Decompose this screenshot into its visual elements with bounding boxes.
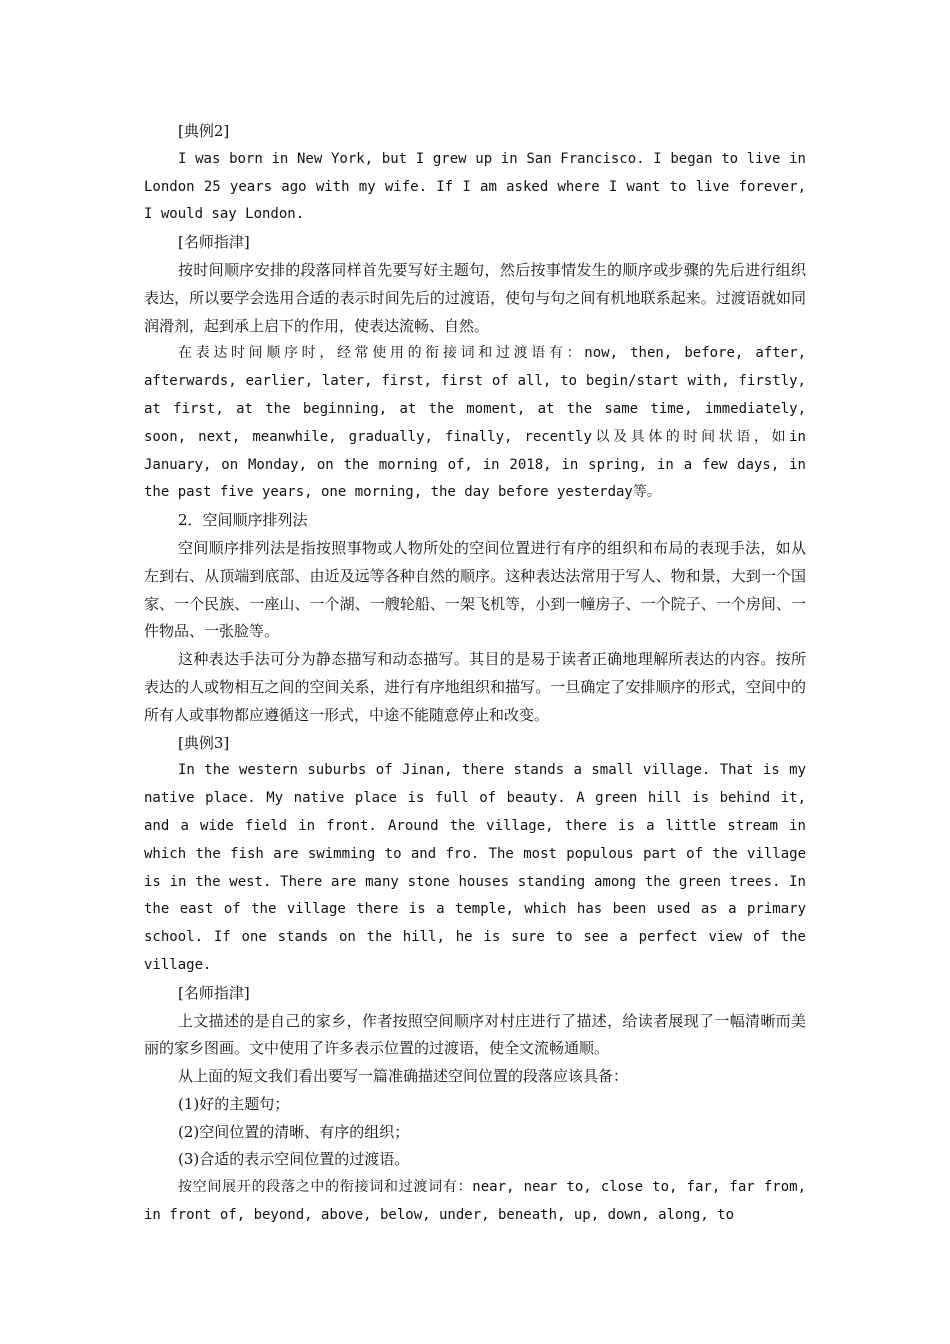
requirements-intro: 从上面的短文我们看出要写一篇准确描述空间位置的段落应该具备： — [178, 1067, 629, 1086]
example-3-text: In the western suburbs of Jinan, there stands a small village. That is my native place. My native place is full of beauty. A green hill is behind it, and a wide field in front. Around the village, there is a little stream in which the fish are swimming to and fro. The most populous part of the village is in the west. There are many stone houses standing among the green trees. In the east of the village there is a temple, which has been used as a primary school. If one stands on the hill, he is sure to see a perfect view of the village. — [144, 762, 806, 973]
time-transition-words: 在表达时间顺序时，经常使用的衔接词和过渡语有：now, then, before, after, afterwards, earlier, later, first, first of all, to begin/start with, firstly, at first, at the beginning, at the moment, at the same time, immediately, soon, next, meanwhile, gradually, finally, recently以及具体的时间状语，如in January, on Monday, on the morning of, in 2018, in spring, in a few days, in the past five years, one morning, the day before yesterday等。 — [144, 345, 806, 501]
requirement-item-1: (1)好的主题句； — [178, 1094, 290, 1113]
example-3-heading: [典例3] — [178, 733, 230, 752]
spatial-order-definition: 空间顺序排列法是指按照事物或人物所处的空间位置进行有序的组织和布局的表现手法，如从左到右、从顶端到底部、由近及远等各种自然的顺序。这种表达法常用于写人、物和景，大到一个国家、一个民族、一座山、一个湖、一艘轮船、一架飞机等，小到一幢房子、一个院子、一个房间、一件物品、一张脸等。 — [144, 538, 806, 641]
document-page — [144, 118, 806, 1230]
spatial-order-description: 这种表达手法可分为静态描写和动态描写。其目的是易于读者正确地理解所表达的内容。按所表达的人或物相互之间的空间关系，进行有序地组织和描写。一旦确定了安排顺序的形式，空间中的所有人或事物都应遵循这一形式，中途不能随意停止和改变。 — [144, 650, 806, 724]
time-order-explanation: 按时间顺序安排的段落同样首先要写好主题句，然后按事情发生的顺序或步骤的先后进行组织表达，所以要学会选用合适的表示时间先后的过渡语，使句与句之间有机地联系起来。过渡语就如同润滑剂，起到承上启下的作用，使表达流畅、自然。 — [144, 260, 806, 335]
example-2-text: I was born in New York, but I grew up in San Francisco. I began to live in London 25 years ago with my wife. If I am asked where I want to live forever, I would say London. — [144, 150, 806, 223]
example-2-heading: [典例2] — [178, 122, 230, 140]
example-3-analysis: 上文描述的是自己的家乡，作者按照空间顺序对村庄进行了描述，给读者展现了一幅清晰而美丽的家乡图画。文中使用了许多表示位置的过渡语，使全文流畅通顺。 — [144, 1011, 806, 1058]
requirement-item-3: (3)合适的表示空间位置的过渡语。 — [178, 1150, 410, 1169]
teacher-guide-heading: [名师指津] — [178, 233, 250, 252]
teacher-guide-heading-2: [名师指津] — [178, 983, 250, 1002]
requirement-item-2: (2)空间位置的清晰、有序的组织； — [178, 1122, 410, 1141]
spatial-transition-words: 按空间展开的段落之中的衔接词和过渡词有：near, near to, close to, far, far from, in front of, beyond, above, below, under, beneath, up, down, along, to — [144, 1179, 806, 1224]
section-2-heading: 2．空间顺序排列法 — [178, 511, 308, 530]
